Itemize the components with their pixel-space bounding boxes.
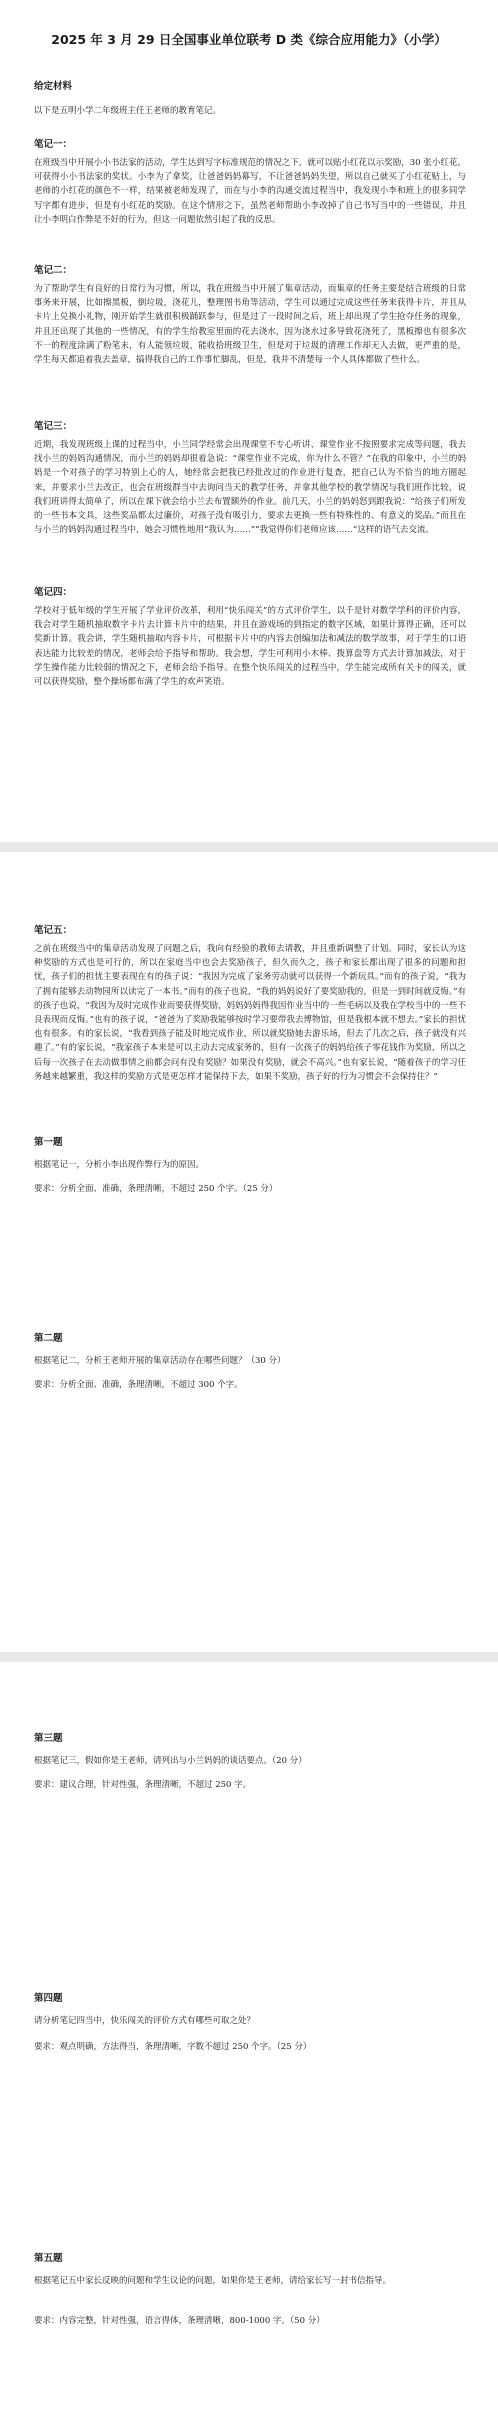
- note-2-heading: 笔记二：: [34, 265, 73, 276]
- question-3-prompt: 根据笔记三，假如你是王老师，请列出与小兰妈妈的谈话要点。（20 分）: [34, 1756, 307, 1766]
- question-3-requirement: 要求：建议合理，针对性强，条理清晰，不超过 250 字。: [34, 1780, 252, 1790]
- question-5-prompt: 根据笔记五中家长反映的问题和学生议论的问题，如果你是王老师，请给家长写一封书信指导。: [34, 2276, 392, 2286]
- question-3-heading: 第三题: [34, 1733, 63, 1744]
- question-1-prompt: 根据笔记一，分析小李出现作弊行为的原因。: [34, 1160, 205, 1170]
- note-1-heading: 笔记一：: [34, 139, 73, 150]
- page-separator: [0, 1652, 498, 1662]
- document-page-1: [0, 0, 498, 880]
- page-separator: [0, 842, 498, 852]
- question-4-heading: 第四题: [34, 1993, 63, 2004]
- question-5-requirement: 要求：内容完整，针对性强，语言得体，条理清晰，800-1000 字。（50 分）: [34, 2316, 325, 2326]
- question-2-requirement: 要求：分析全面、准确，条理清晰，不超过 300 个字。: [34, 1380, 243, 1390]
- document-title: 2025 年 3 月 29 日全国事业单位联考 D 类《综合应用能力》（小学）: [51, 32, 447, 47]
- note-5-text: 之前在班级当中的集章活动发现了问题之后，我向有经验的教师去请教，并且重新调整了计划。同时，家长认为这种奖励的方式也是可行的，所以在家庭当中也会去奖励孩子，但久而久之，孩子和家长都出现了很多的问题和担忧，孩子们的担忧主要表现在有的孩子说：“我因为完成了家务劳动就可以获得一个新玩具。”而有的孩子说，“我为了拥有能够去动物园所以读完了一本书。”而有的孩子也说，“我的妈妈说好了要奖励我的，但是一到时间就反悔。”有的孩子也说，“我因为及时完成作业而要获得奖励，妈妈妈妈得我因作业当中的一些毛病以及我在学校当中的一些不良表现而反悔。”也有的孩子说，“爸爸为了奖励我能够按时学习要带我去博物馆，但是我根本就不想去。”家长的担忧也有很多。有的家长说，“我看到孩子能及时地完成作业，所以就奖励她去游乐场，但去了几次之后，孩子就没有兴趣了。”有的家长说，“我家孩子本来是可以主动去完成家务的，但有一次孩子的妈妈给孩子零花钱作为奖励，所以之后每一次孩子在去动做事情之前都会问有没有奖励？如果没有奖励，就会不高兴。”也有家长说，“随着孩子的学习任务越来越繁重，我这样的奖励方式是更怎样才能保持下去，如果不奖励，孩子好的行为习惯会不会保持住？”: [34, 944, 466, 1082]
- note-4-text: 学校对于低年级的学生开展了学业评价改革，利用“快乐闯关”的方式评价学生，以千是针对数学学科的评价内容，我会对学生随机抽取数字卡片去计算卡片中的结果，并且在游戏场的到指定的数字区域，如果计算得正确，还可以奖新计算。我会讲，学生随机抽取内容卡片，可根据卡片中的内容去创编加法和减法的数学故事，对于学生的口语表达能力比较差的情况，老师会给予指导和帮助。我会想，学生可利用小木棒、拨算盘等方式去计算加减法，对于学生操作能力比较弱的情况之下，老师会给予指导。在整个快乐闯关的过程当中，学生能完成所有关卡的闯关，就可以获得奖励，整个操场都布满了学生的欢声笑语。: [34, 606, 466, 688]
- question-2-prompt: 根据笔记二，分析王老师开展的集章活动存在哪些问题？（30 分）: [34, 1356, 286, 1366]
- question-1-requirement: 要求：分析全面、准确，条理清晰，不超过 250 个字。（25 分）: [34, 1184, 278, 1194]
- document-page-3: [0, 1662, 498, 2428]
- question-4-prompt: 请分析笔记四当中，快乐闯关的评价方式有哪些可取之处？: [34, 2016, 256, 2026]
- question-2-heading: 第二题: [34, 1333, 63, 1344]
- material-heading: 给定材料: [34, 81, 73, 92]
- question-1-heading: 第一题: [34, 1137, 63, 1148]
- note-3-heading: 笔记三：: [34, 421, 73, 432]
- note-4-heading: 笔记四：: [34, 587, 73, 598]
- question-5-heading: 第五题: [34, 2253, 63, 2264]
- note-3-text: 近期，我发现班级上课的过程当中，小兰同学经常会出现课堂不专心听讲、课堂作业不按照要求完成等问题，我去找小兰的妈妈沟通情况，而小兰的妈妈却很着急说：“课堂作业不完成，你为什么不管？”在我的印象中，小兰的妈妈是一个对孩子的学习特别上心的人，她经常会把我已经批改过的作业进行复查，把自己认为不恰当的地方圈起来，并要求小兰去改正，也会在班级群当中去询问当天的教学任务，并拿其他学校的教学情况与我们班作比较，说我们班讲得太简单了，所以在课下就会给小兰去布置额外的作业。前几天，小兰的妈妈怒到跟我说：“给孩子们所发的一些书本文具，这些奖品都太过廉价，对孩子没有吸引力，要求去更换一些有特殊性的、有意义的奖品。”而且在与小兰的妈妈沟通过程当中，她会习惯性地用“我认为……”“我觉得你们老师应该……”这样的语气去交流。: [34, 440, 466, 536]
- note-2-text: 为了帮助学生有良好的日常行为习惯，所以，我在班级当中开展了集章活动，而集章的任务主要是结合班级的日常事务来开展，比如擦黑板，倒垃圾，浇花儿，整理图书角等活动，学生可以通过完成这些任务来获得卡片，并且从卡片上兑换小礼物，刚开始学生就很积极踊跃参与，但是过了一段时间之后，班上却出现了学生抢夺任务的现象，并且还出现了其他的一些情况，有的学生给教室里面的花去浇水，因为浇水过多导致花浇死了，黑板擦也有很多次不一的程度涂满了粉笔末，有人能领垃圾，能收拾班级卫生，但是对于垃圾的清理工作却无人去做，更严重的是，学生每天都追着我去盖章，搞得我自己的工作事忙脚乱，但是，我并不清楚每一个人具体都做了些什么。: [34, 284, 466, 366]
- question-4-requirement: 要求：观点明确，方法得当，条理清晰，字数不超过 250 个字。（25 分）: [34, 2042, 312, 2052]
- note-1-text: 在班级当中开展小小书法家的活动，学生达到写字标准规范的情况之下，就可以贴小红花以示奖励，30 张小红花，可获得小小书法家的奖状。小李为了拿奖，让爸爸妈妈幕写，不让爸爸妈妈失望，所以自己就买了小红花贴上，与老师的小红花的颜色不一样，结果被老师发现了，而在与小李的沟通交流过程当中，我发现小李和班上的很多同学写字都有进步，但是有小红花的奖励。在这个情形之下，虽然老师帮助小李改掉了自己书写当中的一些错误，并且让小李明白作弊是不好的行为，但这一问题依然引起了我的反思。: [34, 158, 466, 225]
- intro-text: 以下是五明小学二年级班主任王老师的教育笔记。: [34, 106, 222, 116]
- note-5-heading: 笔记五：: [34, 925, 73, 936]
- document-page-2: [0, 852, 498, 1652]
